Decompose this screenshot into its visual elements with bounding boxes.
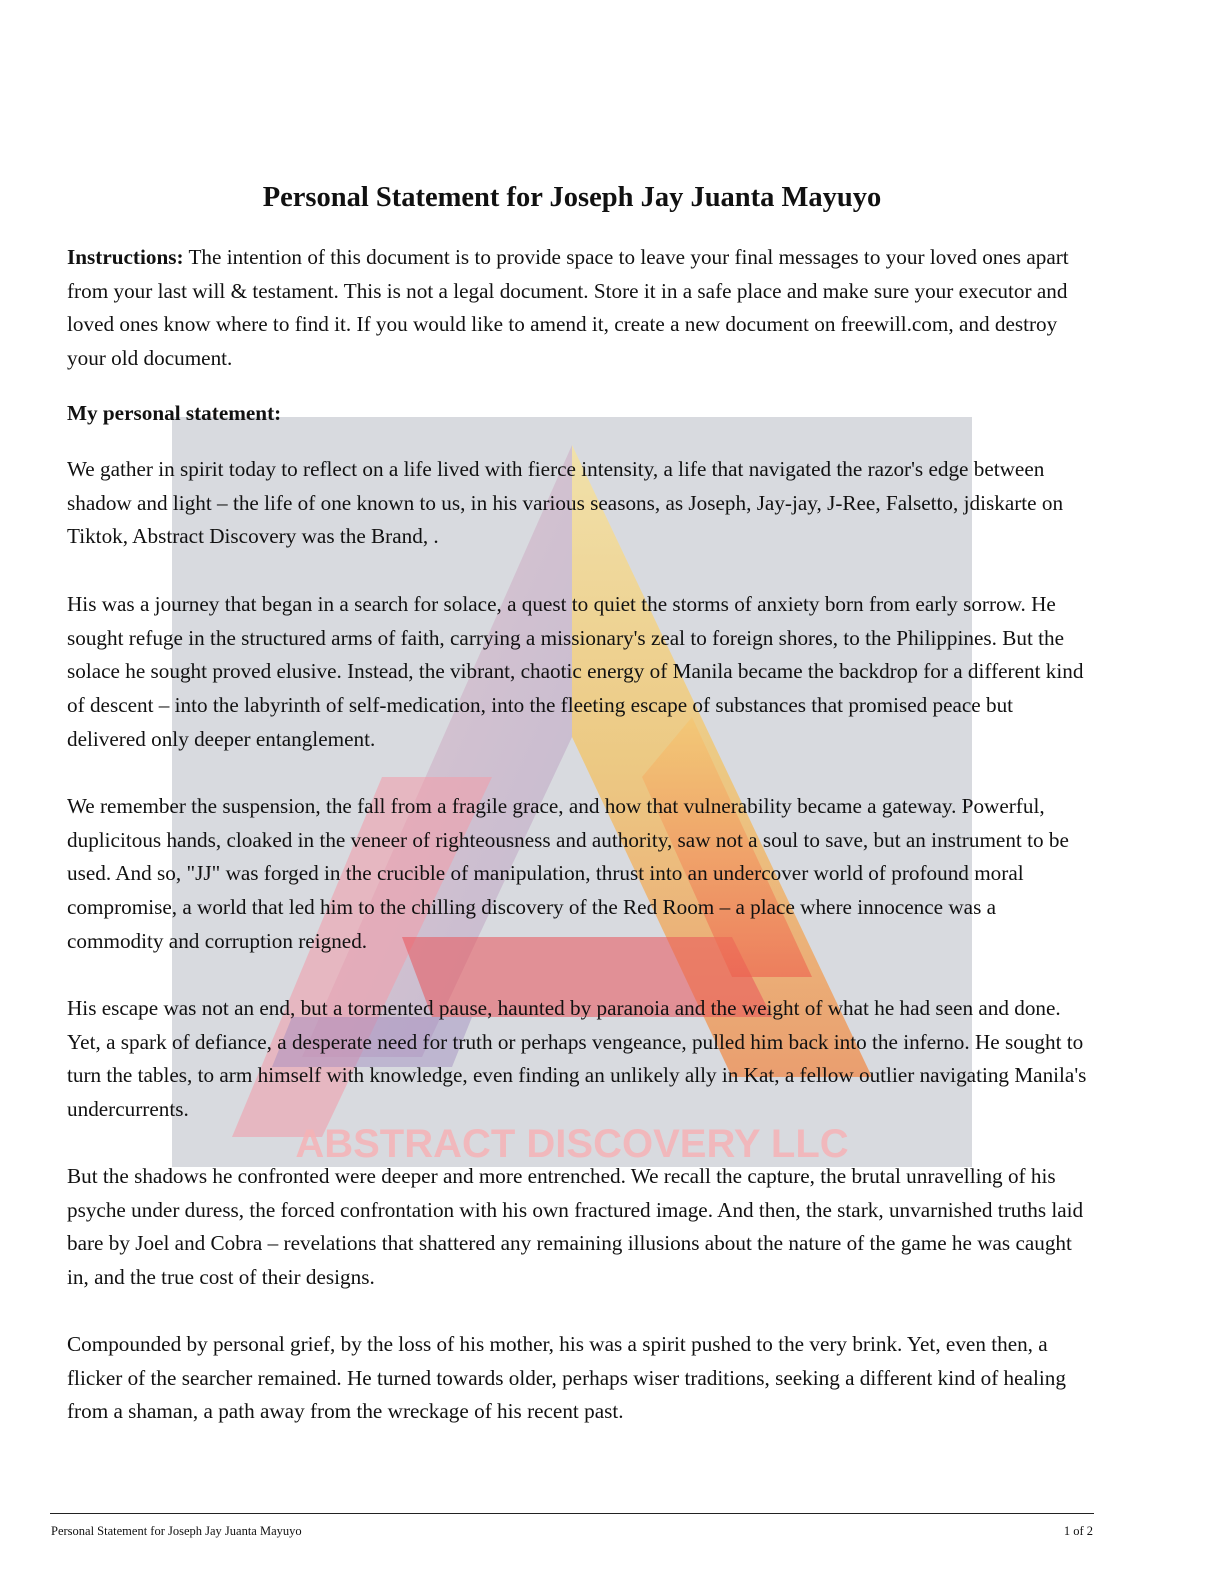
- statement-paragraph-2: His was a journey that began in a search for solace, a quest to quiet the storms of anxiety born from early sorrow. He sought refuge in the structured arms of faith, carrying a missionary's zeal to foreign shores, to the Philippines. But the solace he sought proved elusive. Instead, the vibrant, chaotic energy of Manila became the backdrop for a different kind of descent – into the labyrinth of self-medication, into the fleeting escape of substances that promised peace but delivered only deeper entanglement.: [67, 592, 1084, 751]
- statement-label: My personal statement:: [67, 401, 282, 425]
- footer-divider: [50, 1513, 1094, 1514]
- statement-paragraph-5: But the shadows he confronted were deeper and more entrenched. We recall the capture, the brutal unravelling of his psyche under duress, the forced confrontation with his own fractured image. And then, the stark, unvarnished truths laid bare by Joel and Cobra – revelations that shattered any remaining illusions about the nature of the game he was caught in, and the true cost of their designs.: [67, 1164, 1084, 1290]
- instructions-label: Instructions:: [67, 245, 184, 269]
- statement-paragraph-6: Compounded by personal grief, by the loss of his mother, his was a spirit pushed to the very brink. Yet, even then, a flicker of the searcher remained. He turned towards older, perhaps wiser traditions, seeking a different kind of healing from a shaman, a path away from the wreckage of his recent past.: [67, 1332, 1066, 1424]
- statement-paragraph-1: We gather in spirit today to reflect on a life lived with fierce intensity, a life that navigated the razor's edge between shadow and light – the life of one known to us, in his various seasons, as Joseph, Jay-jay, J-Ree, Falsetto, jdiskarte on Tiktok, Abstract Discovery was the Brand, .: [67, 457, 1064, 549]
- instructions-text: The intention of this document is to provide space to leave your final messages to your loved ones apart from your last will & testament. This is not a legal document. Store it in a safe place and make sure your executor and loved ones know where to find it. If you would like to amend it, create a new document on freewill.com, and destroy your old document.: [67, 245, 1069, 371]
- footer-document-title: Personal Statement for Joseph Jay Juanta Mayuyo: [51, 1524, 302, 1538]
- document-title: Personal Statement for Joseph Jay Juanta Mayuyo: [262, 182, 882, 213]
- statement-paragraph-3: We remember the suspension, the fall from a fragile grace, and how that vulnerability became a gateway. Powerful, duplicitous hands, cloaked in the veneer of righteousness and authority, saw not a soul to save, but an instrument to be used. And so, "JJ" was forged in the crucible of manipulation, thrust into an undercover world of profound moral compromise, a world that led him to the chilling discovery of the Red Room – a place where innocence was a commodity and corruption reigned.: [67, 794, 1069, 953]
- watermark-text: ABSTRACT DISCOVERY LLC: [295, 1122, 849, 1166]
- footer-page-number: 1 of 2: [1063, 1524, 1093, 1538]
- instructions-paragraph: [67, 241, 1087, 376]
- statement-paragraph-4: His escape was not an end, but a tormented pause, haunted by paranoia and the weight of what he had seen and done. Yet, a spark of defiance, a desperate need for truth or perhaps vengeance, pulled him back into the inferno. He sought to turn the tables, to arm himself with knowledge, even finding an unlikely ally in Kat, a fellow outlier navigating Manila's undercurrents.: [67, 996, 1087, 1122]
